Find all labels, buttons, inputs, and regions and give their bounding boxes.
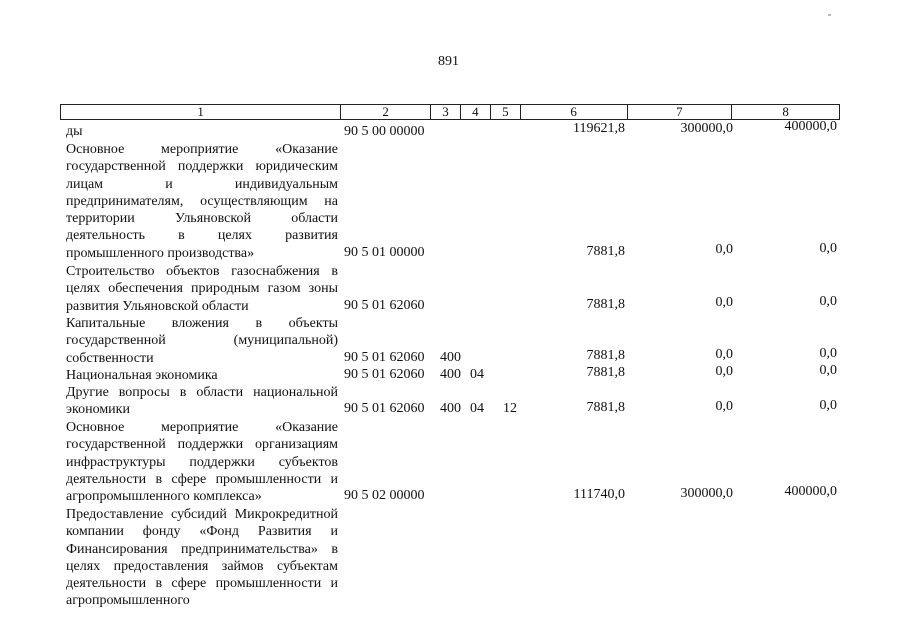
header-col-6: 6 [521,105,628,119]
row-col5: 12 [503,401,517,416]
row-value-col8: 400000,0 [784,119,837,134]
header-col-4: 4 [461,105,491,119]
row-value-col6: 7881,8 [586,400,625,415]
row-code: 90 5 01 62060 [344,298,425,313]
scan-speck [828,14,831,16]
row-value-col8: 0,0 [819,346,837,361]
row-description: Предоставление субсидий Микрокредитной компании фонду «Фонд Развития и Финансирования предпринимательства» в целях предоставления займов субъектам деятельности в сфере промышленности и агропромышленного [66,507,338,609]
row-code: 90 5 01 62060 [344,401,425,416]
row-description: ды [66,124,83,139]
header-col-2: 2 [341,105,431,119]
header-col-8: 8 [782,104,789,119]
row-value-col6: 7881,8 [586,365,625,380]
row-code: 90 5 01 00000 [344,245,425,260]
row-code: 90 5 01 62060 [344,367,425,382]
row-col3: 400 [440,350,461,365]
row-col3: 400 [440,401,461,416]
row-col4: 04 [470,367,484,382]
row-value-col7: 0,0 [715,399,733,414]
row-value-col7: 0,0 [715,242,733,257]
row-description: Другие вопросы в области национальной экономики [66,385,338,418]
row-value-col8: 0,0 [819,241,837,256]
row-col3: 400 [440,367,461,382]
page-number: 891 [438,54,459,69]
row-code: 90 5 00 00000 [344,124,425,139]
header-col-3: 3 [431,105,461,119]
row-value-col7: 300000,0 [680,121,733,136]
row-value-col6: 7881,8 [586,244,625,259]
row-description: Капитальные вложения в объекты государственной (муниципальной) собственности [66,316,338,366]
header-col-5: 5 [491,105,521,119]
header-col-1: 1 [61,105,341,119]
row-description: Основное мероприятие «Оказание государственной поддержки юридическим лицам и индивидуальным предпринимателям, осуществляющим на территории Ульяновской области деятельность в целях развития промышленного производства» [66,142,338,261]
row-code: 90 5 01 62060 [344,350,425,365]
row-value-col8: 400000,0 [784,484,837,499]
row-description: Строительство объектов газоснабжения в целях обеспечения природным газом зоны развития Ульяновской области [66,264,338,314]
row-description: Основное мероприятие «Оказание государственной поддержки организациям инфраструктуры поддержки субъектов деятельности в сфере промышленности и агропромышленного комплекса» [66,420,338,505]
row-value-col8: 0,0 [819,398,837,413]
row-value-col8: 0,0 [819,294,837,309]
row-value-col6: 119621,8 [573,121,625,136]
row-value-col7: 0,0 [715,295,733,310]
header-col-7: 7 [628,105,733,119]
row-description: Национальная экономика [66,368,218,383]
row-value-col7: 300000,0 [680,486,733,501]
row-value-col7: 0,0 [715,364,733,379]
row-value-col6: 111740,0 [573,487,625,502]
row-code: 90 5 02 00000 [344,488,425,503]
row-value-col6: 7881,8 [586,348,625,363]
row-value-col6: 7881,8 [586,297,625,312]
table-header [60,104,840,120]
row-value-col7: 0,0 [715,347,733,362]
row-col4: 04 [470,401,484,416]
row-value-col8: 0,0 [819,363,837,378]
